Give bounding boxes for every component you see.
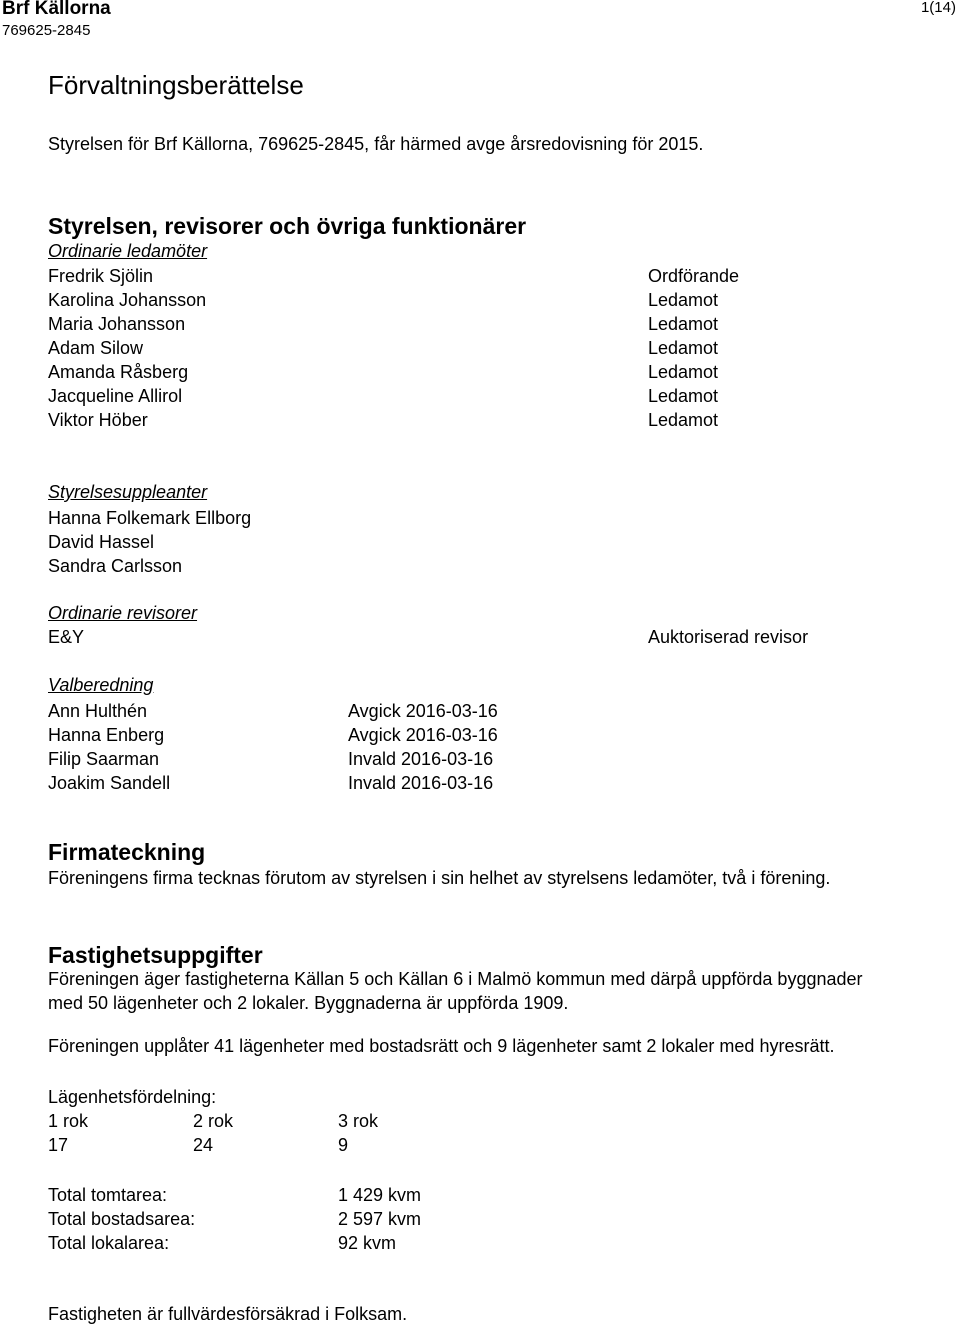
nomination-name: Joakim Sandell [48, 773, 171, 793]
distribution-header: 2 rok [193, 1111, 234, 1131]
property-paragraph-line: Föreningen äger fastigheterna Källan 5 och Källan 6 i Malmö kommun med därpå uppförda byggnader [48, 969, 863, 989]
org-number: 769625-2845 [2, 22, 91, 39]
members-heading: Ordinarie ledamöter [48, 241, 208, 261]
distribution-value: 9 [338, 1135, 349, 1155]
signing-heading: Firmateckning [48, 839, 206, 865]
property-paragraph-line: med 50 lägenheter och 2 lokaler. Byggnaderna är uppförda 1909. [48, 993, 569, 1013]
auditors-heading: Ordinarie revisorer [48, 603, 198, 623]
nomination-status: Avgick 2016-03-16 [348, 701, 498, 721]
org-name: Brf Källorna [2, 0, 111, 19]
board-heading: Styrelsen, revisorer och övriga funktionärer [48, 213, 527, 239]
member-role: Ledamot [648, 290, 719, 310]
area-value: 1 429 kvm [338, 1185, 422, 1205]
distribution-value: 17 [48, 1135, 69, 1155]
property-heading: Fastighetsuppgifter [48, 942, 263, 968]
intro-text: Styrelsen för Brf Källorna, 769625-2845, får härmed avge årsredovisning för 2015. [48, 134, 704, 154]
distribution-label: Lägenhetsfördelning: [48, 1087, 217, 1107]
deputy-name: Hanna Folkemark Ellborg [48, 508, 252, 528]
member-role: Ledamot [648, 314, 719, 334]
nomination-names [48, 699, 170, 795]
area-label: Total bostadsarea: [48, 1209, 196, 1229]
distribution-header: 3 rok [338, 1111, 379, 1131]
member-name: Maria Johansson [48, 314, 186, 334]
auditor-role: Auktoriserad revisor [648, 627, 809, 647]
member-name: Adam Silow [48, 338, 144, 358]
nomination-statuses [348, 699, 498, 795]
member-name: Jacqueline Allirol [48, 386, 183, 406]
area-values [338, 1183, 421, 1255]
deputy-name: David Hassel [48, 532, 155, 552]
auditor-name: E&Y [48, 627, 85, 647]
member-role: Ordförande [648, 266, 740, 286]
insurance-text: Fastigheten är fullvärdesförsäkrad i Folksam. [48, 1304, 408, 1324]
nomination-name: Filip Saarman [48, 749, 160, 769]
area-label: Total tomtarea: [48, 1185, 168, 1205]
deputies-list [48, 506, 251, 578]
member-name: Amanda Råsberg [48, 362, 189, 382]
area-value: 2 597 kvm [338, 1209, 422, 1229]
area-value: 92 kvm [338, 1233, 397, 1253]
member-name: Viktor Höber [48, 410, 148, 430]
deputy-name: Sandra Carlsson [48, 556, 183, 576]
nomination-status: Invald 2016-03-16 [348, 749, 494, 769]
nomination-status: Invald 2016-03-16 [348, 773, 494, 793]
distribution-header: 1 rok [48, 1111, 89, 1131]
member-names [48, 264, 206, 432]
signing-text: Föreningens firma tecknas förutom av styrelsen i sin helhet av styrelsens ledamöter, två i förening. [48, 868, 831, 888]
area-labels [48, 1183, 195, 1255]
member-name: Karolina Johansson [48, 290, 207, 310]
rental-paragraph: Föreningen upplåter 41 lägenheter med bostadsrätt och 9 lägenheter samt 2 lokaler med hyresrätt. [48, 1036, 835, 1056]
nomination-name: Hanna Enberg [48, 725, 165, 745]
page-number: 1(14) [920, 0, 956, 16]
nomination-heading: Valberedning [48, 675, 154, 695]
member-role: Ledamot [648, 362, 719, 382]
nomination-status: Avgick 2016-03-16 [348, 725, 498, 745]
area-label: Total lokalarea: [48, 1233, 170, 1253]
nomination-name: Ann Hulthén [48, 701, 148, 721]
member-role: Ledamot [648, 410, 719, 430]
member-role: Ledamot [648, 386, 719, 406]
member-name: Fredrik Sjölin [48, 266, 154, 286]
distribution-value: 24 [193, 1135, 214, 1155]
deputies-heading: Styrelsesuppleanter [48, 482, 208, 502]
page-title: Förvaltningsberättelse [48, 70, 304, 100]
member-role: Ledamot [648, 338, 719, 358]
member-roles [648, 264, 739, 432]
